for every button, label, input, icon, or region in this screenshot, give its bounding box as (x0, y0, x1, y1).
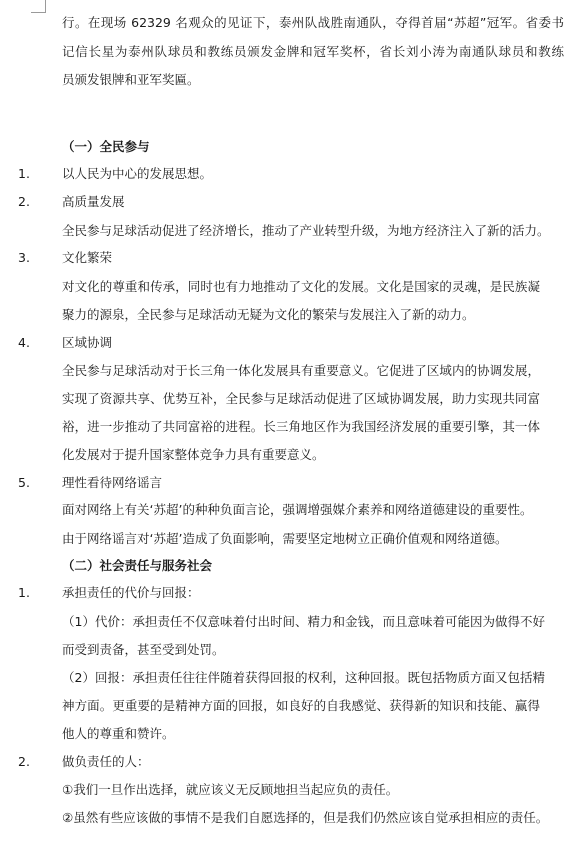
paragraph-line: 聚力的源泉，全民参与足球活动无疑为文化的繁荣与发展注入了新的动力。 (62, 307, 475, 322)
intro-line-3: 员颁发银牌和亚军奖匾。 (62, 72, 200, 87)
paragraph-line: 实现了资源共享、优势互补，全民参与足球活动促进了区域协调发展，助力实现共同富 (62, 391, 540, 406)
intro-line-2: 记信长星为泰州队球员和教练员颁发金牌和冠军奖杯，省长刘小涛为南通队球员和教练 (62, 44, 564, 59)
list-number: 5. (18, 475, 30, 490)
list-number: 3. (18, 250, 30, 265)
paragraph-line: 裕，进一步推动了共同富裕的进程。长三角地区作为我国经济发展的重要引擎，其一体 (62, 419, 540, 434)
paragraph-line: （1）代价：承担责任不仅意味着付出时间、精力和金钱，而且意味着可能因为做得不好 (62, 614, 545, 629)
paragraph-line: 面对网络上有关‘苏超’的种种负面言论，强调增强媒介素养和网络道德建设的重要性。 (62, 502, 533, 517)
list-item-title: 理性看待网络谣言 (62, 475, 163, 490)
paragraph-line: 他人的尊重和赞许。 (62, 726, 175, 741)
list-item-title: 以人民为中心的发展思想。 (62, 166, 213, 181)
paragraph-line: 全民参与足球活动对于长三角一体化发展具有重要意义。它促进了区域内的协调发展， (62, 363, 540, 378)
list-item-title: 做负责任的人： (62, 754, 150, 769)
paragraph-line: 而受到责备，甚至受到处罚。 (62, 642, 225, 657)
list-number: 1. (18, 166, 30, 181)
paragraph-line: （2）回报：承担责任往往伴随着获得回报的权利，这种回报。既包括物质方面又包括精 (62, 670, 545, 685)
paragraph-line: 全民参与足球活动促进了经济增长，推动了产业转型升级，为地方经济注入了新的活力。 (62, 223, 550, 238)
list-number: 2. (18, 754, 30, 769)
list-number: 1. (18, 585, 30, 600)
intro-line-1: 行。在现场 62329 名观众的见证下，泰州队战胜南通队，夺得首届“苏超”冠军。省委书 (62, 15, 564, 30)
section-heading-2: （二）社会责任与服务社会 (62, 558, 213, 573)
paragraph-line: 对文化的尊重和传承，同时也有力地推动了文化的发展。文化是国家的灵魂，是民族凝 (62, 279, 540, 294)
page-corner-mark (31, 0, 46, 13)
paragraph-line: 由于网络谣言对‘苏超’造成了负面影响，需要坚定地树立正确价值观和网络道德。 (62, 531, 508, 546)
list-item-title: 文化繁荣 (62, 250, 113, 265)
list-item-title: 高质量发展 (62, 194, 125, 209)
paragraph-line: 神方面。更重要的是精神方面的回报，如良好的自我感觉、获得新的知识和技能、赢得 (62, 698, 540, 713)
paragraph-line: ②虽然有些应该做的事情不是我们自愿选择的，但是我们仍然应该自觉承担相应的责任。 (62, 810, 549, 825)
list-item-title: 区域协调 (62, 335, 113, 350)
paragraph-line: ①我们一旦作出选择，就应该义无反顾地担当起应负的责任。 (62, 782, 399, 797)
list-item-title: 承担责任的代价与回报： (62, 585, 200, 600)
paragraph-line: 化发展对于提升国家整体竞争力具有重要意义。 (62, 447, 325, 462)
list-number: 2. (18, 194, 30, 209)
section-heading-1: （一）全民参与 (62, 139, 150, 154)
list-number: 4. (18, 335, 30, 350)
